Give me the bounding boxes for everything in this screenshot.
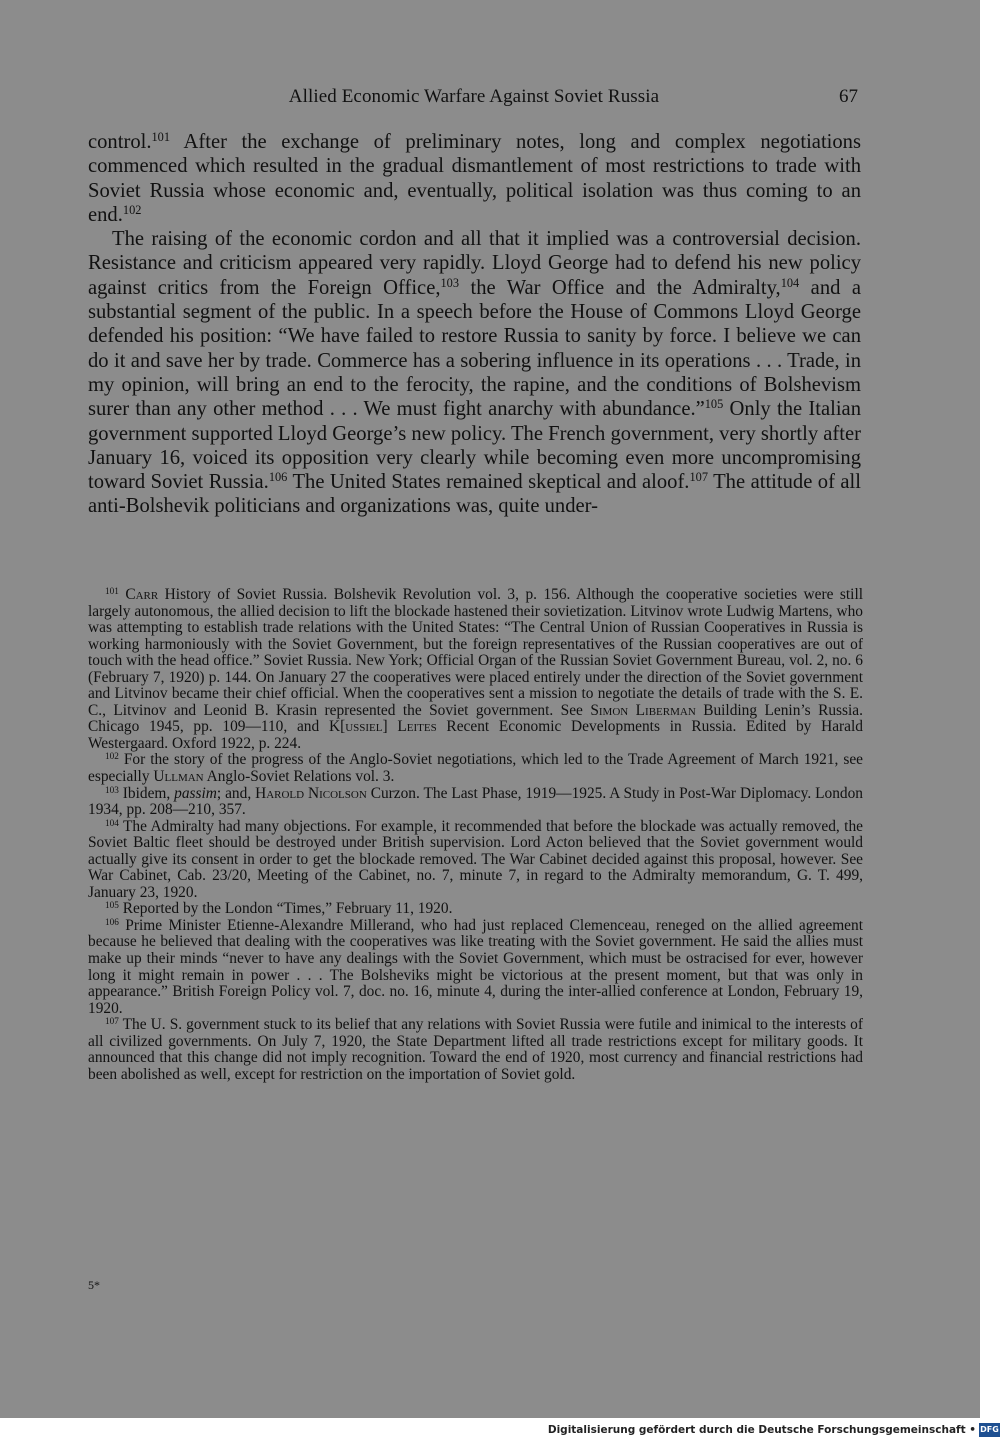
text-span: Building Lenin’s Russia. Chicago 1945, pp. 109—110, and (88, 701, 863, 736)
text-span: ; and, (216, 784, 256, 802)
text-span: control. (88, 131, 152, 153)
footnote-105 (88, 901, 863, 918)
footnote-number: 105 (105, 900, 119, 911)
footnote-104 (88, 819, 863, 902)
footnote-107 (88, 1017, 863, 1083)
footnote-102 (88, 752, 863, 785)
footnote-ref: 101 (151, 130, 171, 145)
author-name: Harold Nicolson (255, 784, 367, 802)
text-span: Reported by the London “Times,” February 11, 1920. (118, 900, 453, 918)
footnote-number: 104 (105, 817, 119, 828)
running-title: Allied Economic Warfare Against Soviet Russia (288, 86, 660, 107)
footnote-ref: 102 (122, 203, 142, 218)
paragraph (88, 227, 861, 519)
text-span: After the exchange of preliminary notes, long and complex negotiations commenced which resulted in the gradual dismantlement of most restrictions to trade with Soviet Russia whose economic and, eventually, political isolation was thus coming to an end. (88, 131, 861, 226)
text-span: Recent Economic Developments in Russia. Edited by Harald Westergaard. Oxford 1922, p. 224. (88, 718, 863, 752)
funding-credit: Digitalisierung gefördert durch die Deutsche Forschungsgemeinschaft • (547, 1424, 976, 1436)
text-span: History of Soviet Russia. Bolshevik Revolution vol. 3, p. 156. Although the cooperative societies were still largely autonomous, the allied decision to lift the blockade hastened their sovietization. Litvinov wrote Ludwig Martens, who was attempting to establish trade relations with the United States: “The Central Union of Russian Cooperatives in Russia is working harmoniously with the Soviet Government, but the foreign representatives of the Russian cooperatives are out of touch with the head office.” Soviet Russia. New York; Official Organ of the Russian Soviet Government Bureau, vol. 2, no. 6 (February 7, 1920) p. 144. On January 27 the cooperatives were placed entirely under the direction of the Soviet government and Litvinov became their chief official. When the cooperatives sent a mission to negotiate the details of trade with the S. E. C., Litvinov and Leonid B. Krasin represented the Soviet government. See (88, 586, 863, 719)
text-span: Ibidem, (118, 784, 175, 802)
printer-signature-mark: 5* (88, 1278, 100, 1292)
footnote-number: 101 (105, 585, 119, 596)
author-name: Ullman (153, 768, 204, 786)
footnote-number: 107 (105, 1016, 119, 1027)
text-span: The Admiralty had many objections. For example, it recommended that before the blockade was actually removed, the Soviet Baltic fleet should be destroyed under British supervision. Lord Acton believed that the Soviet government would actually give its consent in order to get the blockade removed. The War Cabinet decided against this proposal, however. See War Cabinet, Cab. 23/20, Meeting of the Cabinet, no. 7, minute 7, in regard to the Admiralty memorandum, G. T. 499, January 23, 1920. (88, 817, 863, 901)
main-text (88, 130, 861, 519)
footnote-106 (88, 918, 863, 1017)
italic-term: passim (174, 784, 217, 802)
page-number: 67 (839, 86, 858, 107)
text-span: The raising of the economic cordon and all that it implied was a controversial decision. Resistance and criticism appeared very rapidly. Lloyd George had to defend his new policy against critics from the Foreign Office, (88, 228, 861, 299)
author-name: Simon Liberman (590, 701, 696, 719)
dfg-logo: DFG (979, 1423, 1000, 1437)
paragraph (88, 130, 861, 227)
text-span: Curzon. The Last Phase, 1919—1925. A Study in Post-War Diplomacy. London 1934, pp. 208—210, 357. (88, 784, 863, 819)
text-span: Only the Italian government supported Lloyd George’s new policy. The French government, very shortly after January 16, voiced its opposition very clearly while becoming even more uncompromising toward Soviet Russia. (88, 398, 861, 494)
running-header (88, 86, 860, 114)
text-span: the War Office and the Admiralty, (459, 276, 781, 299)
footnote-number: 103 (105, 784, 119, 795)
text-span: The United States remained skeptical and aloof. (287, 471, 690, 494)
text-span: For the story of the progress of the Anglo-Soviet negotiations, which led to the Trade Agreement of March 1921, see especially (88, 751, 863, 786)
footnotes (88, 587, 863, 1083)
footnote-103 (88, 786, 863, 819)
footnote-101 (88, 587, 863, 752)
footnote-number: 102 (105, 751, 119, 762)
text-span: The attitude of all anti-Bolshevik politicians and organizations was, quite under- (88, 471, 861, 518)
text-span: and a substantial segment of the public. In a speech before the House of Commons Lloyd George defended his position: “We have failed to restore Russia to sanity by force. I believe we can do it and save her by trade. Commerce has a sobering influence in its operations . . . Trade, in my opinion, will bring an end to the ferocity, the rapine, and the conditions of Bolshevism surer than any other method . . . We must fight anarchy with abundance.” (88, 276, 861, 421)
text-span: Anglo-Soviet Relations vol. 3. (203, 768, 395, 786)
author-name: K[ussiel] Leites (328, 718, 437, 736)
footnote-ref: 104 (780, 275, 800, 290)
text-span: The U. S. government stuck to its belief that any relations with Soviet Russia were futile and inimical to the interests of all civilized governments. On July 7, 1920, the State Department lifted all trade restrictions except for military goods. It announced that this change did not imply recognition. Toward the end of 1920, most currency and financial restrictions had been abolished as well, except for restriction on the importation of Soviet gold. (88, 1016, 863, 1083)
text-span: Prime Minister Etienne-Alexandre Millerand, who had just replaced Clemenceau, reneged on the allied agreement because he believed that dealing with the cooperatives was like treating with the Soviet government. He said the allies must make up their minds “never to have any dealings with the Soviet Government, which must be ostracised for ever, however long it might remain in power . . . The Bolsheviks might be victorious at the present moment, but that was only in appearance.” British Foreign Policy vol. 7, doc. no. 16, minute 4, during the inter-allied conference at London, February 19, 1920. (88, 916, 863, 1017)
digitization-footer (0, 1418, 1000, 1447)
author-name: Carr (125, 586, 159, 603)
footnote-ref: 107 (689, 470, 709, 485)
footnote-ref: 105 (704, 397, 724, 412)
footnote-ref: 106 (268, 470, 288, 485)
footnote-number: 106 (105, 916, 119, 927)
footnote-ref: 103 (440, 275, 460, 290)
